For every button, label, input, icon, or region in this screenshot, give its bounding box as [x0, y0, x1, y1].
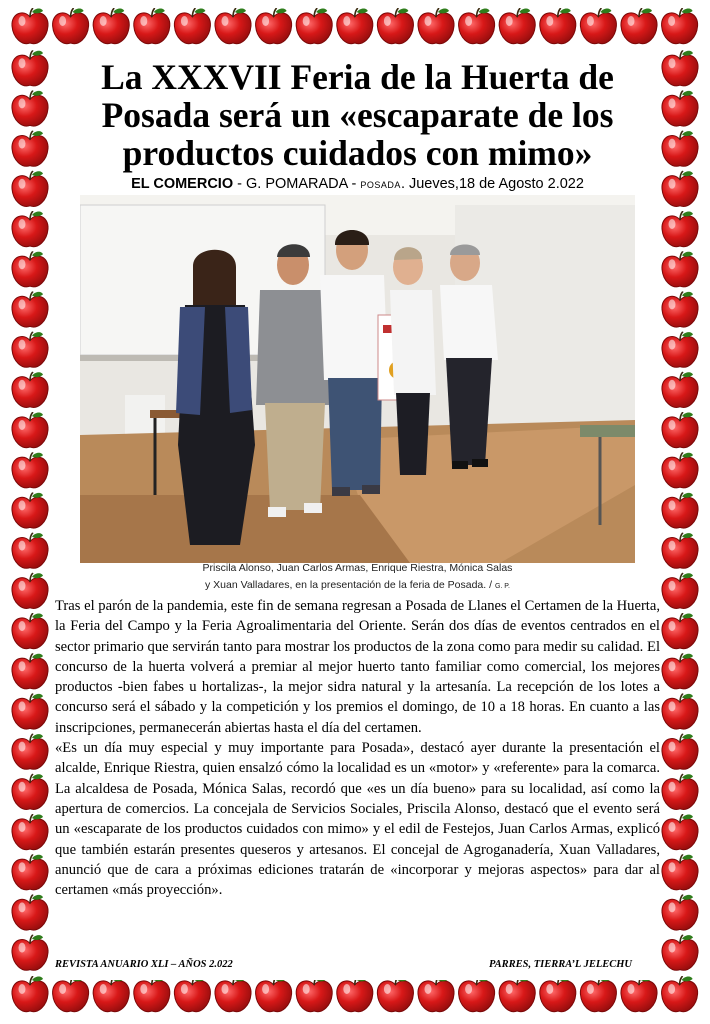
caption-line: y Xuan Valladares, en la presentación de la feria de Posada. /: [205, 579, 495, 591]
body-paragraph: «Es un día muy especial y muy importante para Posada», destacó ayer durante la presentación el alcalde, Enrique Riestra, quien ensalzó cómo la localidad es un «motor» y «referente» para la comarca. La alcaldesa de Posada, Mónica Salas, recordó que «es un día bueno» para su localidad, así como la apertura de comercios. La concejala de Servicios Sociales, Priscila Alonso, destacó que el evento será un «escaparate de los productos cuidados con mimo» y el edil de Festejos, Juan Carlos Armas, explicó que también estarán presentes queseros y artesanos. El concejal de Agroganadería, Xuan Valladares, anunció que de cara a próximas ediciones tratarán de «incorporar y mejoras aspectos» para dar al certamen «más proyección».: [55, 740, 660, 899]
apple-icon: [662, 372, 698, 408]
headline-line: La XXXVII Feria de la Huerta de: [101, 57, 614, 97]
apple-icon: [662, 976, 698, 1012]
location: POSADA: [360, 180, 401, 190]
apple-icon: [337, 976, 373, 1012]
apple-icon: [662, 452, 698, 488]
apple-icon: [12, 854, 48, 890]
apple-icon: [580, 8, 616, 44]
apple-icon: [174, 8, 210, 44]
apple-icon: [12, 211, 48, 247]
apple-icon: [12, 653, 48, 689]
footer-section: PARRES, TIERRA’L JELECHU: [488, 959, 632, 970]
separator: -: [233, 176, 246, 192]
apple-icon: [662, 533, 698, 569]
apple-icon: [662, 653, 698, 689]
apple-icon: [12, 613, 48, 649]
apple-icon: [134, 8, 170, 44]
apple-icon: [662, 814, 698, 850]
apple-icon: [215, 976, 251, 1012]
apple-icon: [12, 774, 48, 810]
separator: -: [347, 176, 361, 192]
apple-icon: [12, 90, 48, 126]
apple-icon: [134, 976, 170, 1012]
apple-icon: [662, 894, 698, 930]
apple-icon: [12, 533, 48, 569]
apple-icon: [12, 291, 48, 327]
apple-icon: [12, 492, 48, 528]
newspaper-name: EL COMERCIO: [131, 176, 234, 192]
apple-icon: [662, 211, 698, 247]
apple-icon: [12, 814, 48, 850]
author: G. POMARADA: [246, 176, 348, 192]
apple-icon: [12, 171, 48, 207]
apple-icon: [256, 8, 292, 44]
apple-icon: [499, 8, 535, 44]
publication-date: . Jueves,18 de Agosto 2.022: [400, 176, 584, 192]
apple-icon: [662, 935, 698, 971]
apple-icon: [662, 492, 698, 528]
footer-publication: REVISTA ANUARIO XLI – AÑOS 2.022: [55, 959, 233, 970]
apple-icon: [53, 8, 89, 44]
photo-caption: [55, 560, 660, 595]
byline: [55, 176, 660, 192]
apple-icon: [377, 976, 413, 1012]
apple-icon: [377, 8, 413, 44]
apple-icon: [540, 976, 576, 1012]
apple-icon: [215, 8, 251, 44]
apple-icon: [662, 693, 698, 729]
apple-icon: [53, 976, 89, 1012]
headline-line: productos cuidados con mimo»: [122, 133, 593, 173]
apple-icon: [12, 372, 48, 408]
apple-icon: [12, 50, 48, 86]
apple-icon: [296, 976, 332, 1012]
apple-icon: [662, 171, 698, 207]
body-paragraph: Tras el parón de la pandemia, este fin de semana regresan a Posada de Llanes el Certamen de la Huerta, la Feria del Campo y la Feria Agroalimentaria del Oriente. Serán dos días de eventos centrados en el sector primario que servirán tanto para mostrar los productos de la zona como para medir su calidad. El concurso de la huerta volverá a premiar al mejor huerto tanto familiar como comercial, los mejores productos -bien fabes u hortalizas-, la mejor sidra natural y la artesanía. La recepción de los lotes a concurso será el sábado y la competición y los premios el domingo, de 10 a 18 horas. En cuanto a las inscripciones, permanecerán abiertas hasta el día del certamen.: [55, 598, 660, 736]
group-photo: [80, 195, 635, 563]
apple-icon: [12, 935, 48, 971]
apple-icon: [662, 131, 698, 167]
photo-credit: G. P.: [494, 583, 510, 590]
headline-line: Posada será un «escaparate de los: [101, 95, 614, 135]
apple-icon: [662, 90, 698, 126]
apple-icon: [459, 976, 495, 1012]
apple-icon: [662, 573, 698, 609]
apple-icon: [12, 894, 48, 930]
caption-line: Priscila Alonso, Juan Carlos Armas, Enrique Riestra, Mónica Salas: [202, 562, 513, 574]
apple-icon: [418, 8, 454, 44]
apple-icon: [662, 291, 698, 327]
apple-icon: [540, 8, 576, 44]
apple-icon: [12, 734, 48, 770]
apple-icon: [12, 976, 48, 1012]
apple-icon: [337, 8, 373, 44]
apple-icon: [93, 8, 129, 44]
apple-icon: [174, 976, 210, 1012]
apple-icon: [662, 734, 698, 770]
apple-icon: [662, 332, 698, 368]
apple-icon: [662, 613, 698, 649]
article-page: [55, 50, 660, 980]
apple-icon: [12, 8, 48, 44]
apple-icon: [256, 976, 292, 1012]
apple-icon: [662, 50, 698, 86]
apple-icon: [662, 774, 698, 810]
apple-icon: [12, 573, 48, 609]
apple-icon: [662, 412, 698, 448]
headline: [55, 58, 660, 172]
apple-icon: [662, 251, 698, 287]
apple-icon: [93, 976, 129, 1012]
article-body: [55, 596, 660, 900]
apple-icon: [621, 976, 657, 1012]
page-footer: [55, 959, 660, 975]
apple-icon: [12, 332, 48, 368]
apple-icon: [499, 976, 535, 1012]
apple-icon: [662, 8, 698, 44]
apple-icon: [459, 8, 495, 44]
apple-icon: [12, 412, 48, 448]
apple-icon: [662, 854, 698, 890]
apple-icon: [12, 693, 48, 729]
apple-icon: [621, 8, 657, 44]
apple-icon: [296, 8, 332, 44]
apple-icon: [12, 131, 48, 167]
apple-icon: [418, 976, 454, 1012]
apple-icon: [12, 251, 48, 287]
apple-icon: [12, 452, 48, 488]
apple-icon: [580, 976, 616, 1012]
